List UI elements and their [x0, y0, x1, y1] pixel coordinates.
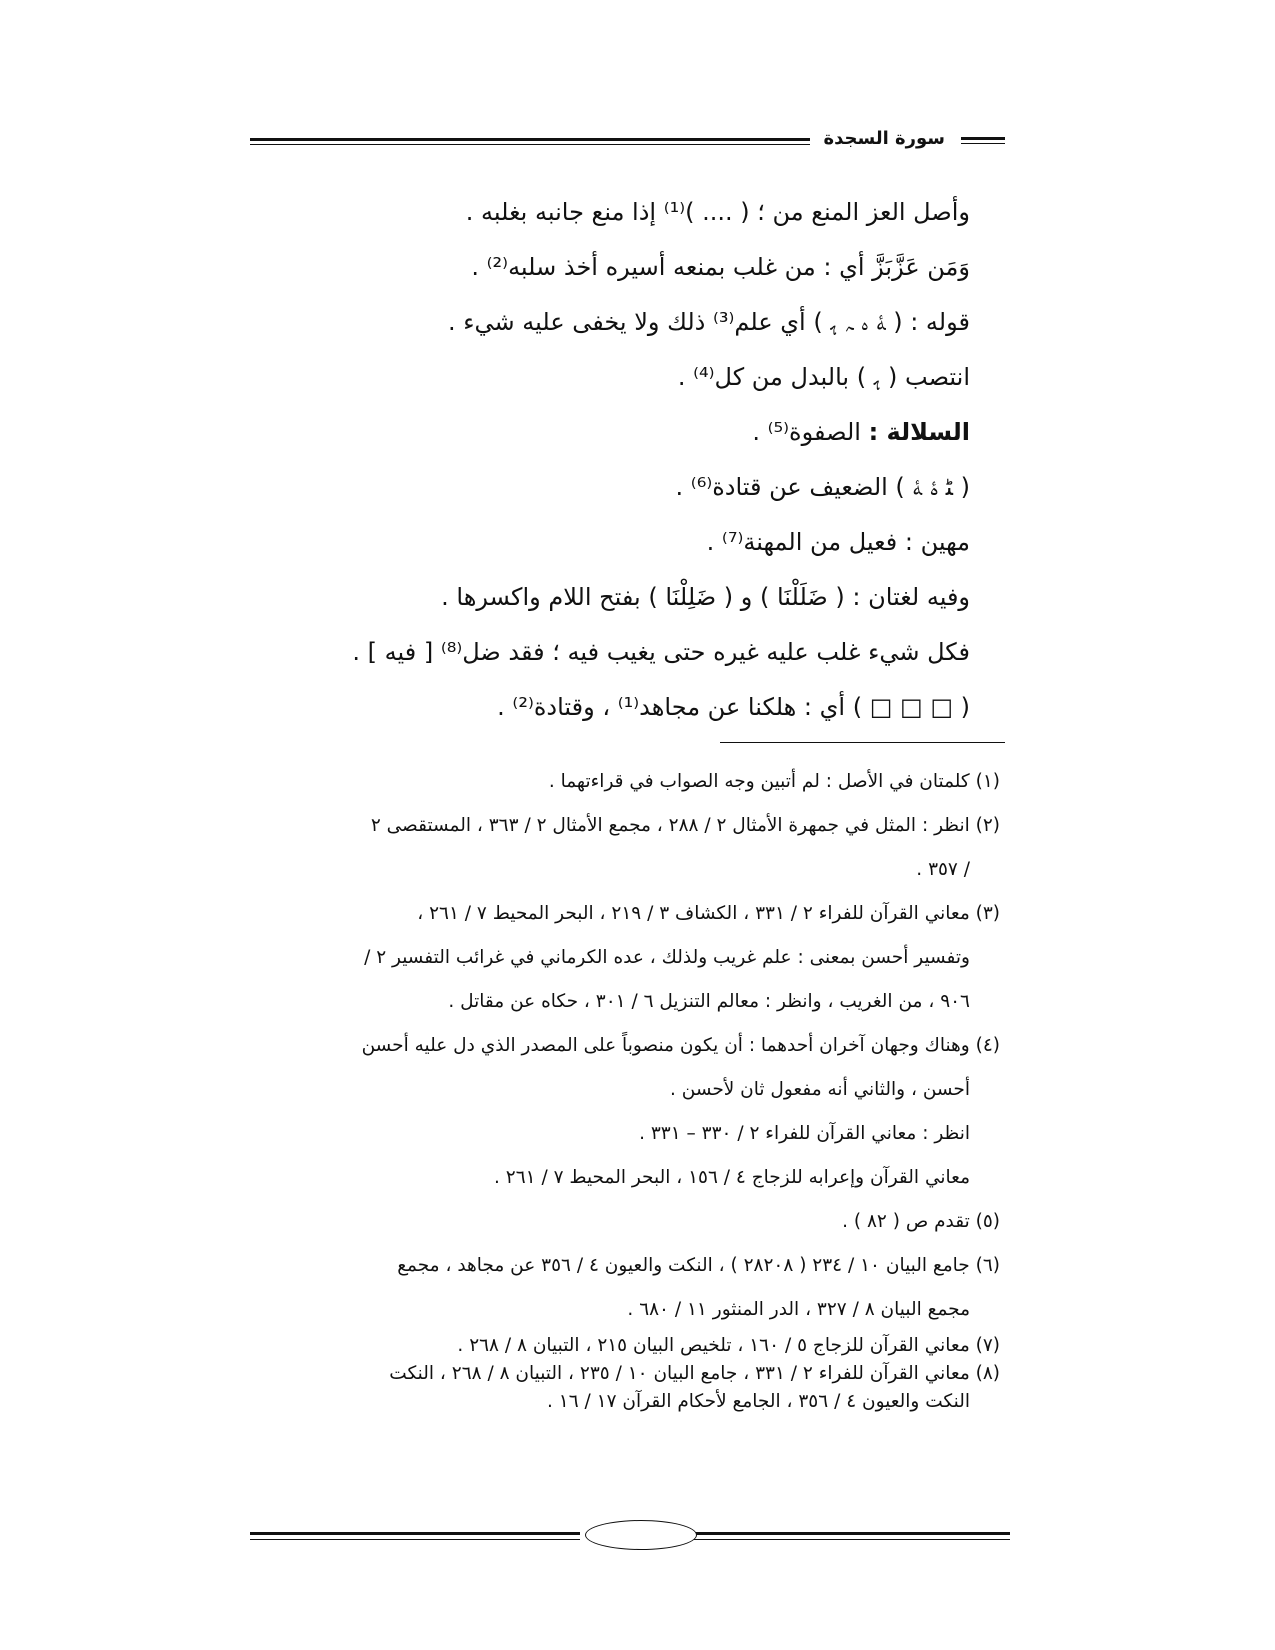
- footnote: [255, 760, 1000, 804]
- footnote-text: (٧) معاني القرآن للزجاج ٥ / ١٦٠ ، تلخيص البيان ٢١٥ ، التبيان ٨ / ٢٦٨ .: [457, 1335, 1000, 1356]
- page-footer: [250, 1515, 1010, 1555]
- footnote: [255, 804, 1000, 892]
- page-number-oval: [585, 1520, 697, 1550]
- text-line: انتصب ( ﮨ ) بالبدل من كل⁽⁴⁾ .: [677, 363, 970, 391]
- footer-rule-right-thin: [680, 1539, 1010, 1540]
- footnotes: [255, 760, 1000, 1416]
- text-line: فكل شيء غلب عليه غيره حتى يغيب فيه ؛ فقد ضل⁽⁸⁾ [ فيه ] .: [352, 638, 970, 666]
- footnote-continuation: مجمع البيان ٨ / ٣٢٧ ، الدر المنثور ١١ / ٦٨٠ .: [627, 1299, 970, 1320]
- footnote: [255, 1332, 1000, 1360]
- page-header: [250, 128, 1005, 158]
- footnote: [255, 1360, 1000, 1416]
- text-line: [290, 405, 970, 460]
- text-line: ( □ □ □ ) أي : هلكنا عن مجاهد⁽¹⁾ ، وقتادة⁽²⁾ .: [497, 693, 970, 721]
- footnote-text: (٥) تقدم ص ( ٨٢ ) .: [842, 1211, 1000, 1232]
- footnote-continuation: معاني القرآن وإعرابه للزجاج ٤ / ١٥٦ ، البحر المحيط ٧ / ٢٦١ .: [494, 1167, 970, 1188]
- header-dash: [961, 137, 1005, 144]
- footnote-text: (٨) معاني القرآن للفراء ٢ / ٣٣١ ، جامع البيان ١٠ / ٢٣٥ ، التبيان ٨ / ٢٦٨ ، النكت: [389, 1363, 1000, 1384]
- surah-title: سورة السجدة: [823, 128, 945, 149]
- text-line: وفيه لغتان : ( ضَلَلْنَا ) و ( ضَلِلْنَا ) بفتح اللام واكسرها .: [441, 583, 970, 611]
- text-line: مهين : فعيل من المهنة⁽⁷⁾ .: [706, 528, 970, 556]
- footnote: [255, 1024, 1000, 1200]
- footnote-continuation: انظر : معاني القرآن للفراء ٢ / ٣٣٠ – ٣٣١ .: [639, 1123, 970, 1144]
- footnote-text: (١) كلمتان في الأصل : لم أتبين وجه الصواب في قراءتهما .: [548, 771, 1000, 792]
- footnote-continuation: وتفسير أحسن بمعنى : علم غريب ولذلك ، عده الكرماني في غرائب التفسير ٢ /: [364, 947, 970, 968]
- footnote: [255, 1200, 1000, 1244]
- footer-rule-left-thin: [250, 1539, 580, 1540]
- term-definition: الصفوة⁽⁵⁾ .: [752, 418, 869, 446]
- footnote-text: (٢) انظر : المثل في جمهرة الأمثال ٢ / ٢٨٨ ، مجمع الأمثال ٢ / ٣٦٣ ، المستقصى ٢: [370, 815, 1000, 836]
- header-rule-thin: [250, 144, 810, 145]
- footnote-text: (٦) جامع البيان ١٠ / ٢٣٤ ( ٢٨٢٠٨ ) ، النكت والعيون ٤ / ٣٥٦ عن مجاهد ، مجمع: [397, 1255, 1000, 1276]
- footnote-text: (٤) وهناك وجهان آخران أحدهما : أن يكون منصوباً على المصدر الذي دل عليه أحسن: [361, 1035, 1000, 1056]
- text-line: وأصل العز المنع من ؛ ( .... )⁽¹⁾ إذا منع جانبه بغلبه .: [465, 198, 970, 226]
- footnote-continuation: ٩٠٦ ، من الغريب ، وانظر : معالم التنزيل ٦ / ٣٠١ ، حكاه عن مقاتل .: [448, 991, 970, 1012]
- main-text: [290, 185, 970, 735]
- footnote-continuation: النكت والعيون ٤ / ٣٥٦ ، الجامع لأحكام القرآن ١٧ / ١٦ .: [547, 1391, 970, 1412]
- footer-rule-left: [250, 1532, 580, 1535]
- footnote: [255, 1244, 1000, 1332]
- text-line: قوله : ( ﮥ ﮦ ﮧ ﮨ ) أي علم⁽³⁾ ذلك ولا يخفى عليه شيء .: [447, 308, 970, 336]
- header-rule: [250, 138, 810, 141]
- text-line: وَمَن عَزَّبَزَّ أي : من غلب بمنعه أسيره أخذ سلبه⁽²⁾ .: [471, 253, 970, 281]
- term-label: السلالة :: [868, 418, 970, 446]
- footnote-separator: [720, 742, 1005, 743]
- footnote-continuation: أحسن ، والثاني أنه مفعول ثان لأحسن .: [669, 1079, 970, 1100]
- footer-rule-right: [680, 1532, 1010, 1535]
- footnote-text: (٣) معاني القرآن للفراء ٢ / ٣٣١ ، الكشاف ٣ / ٢١٩ ، البحر المحيط ٧ / ٢٦١ ،: [417, 903, 1000, 924]
- footnote: [255, 892, 1000, 1024]
- footnote-continuation: / ٣٥٧ .: [916, 859, 970, 880]
- text-line: ( ﮣ ﮤ ﮥ ) الضعيف عن قتادة⁽⁶⁾ .: [675, 473, 970, 501]
